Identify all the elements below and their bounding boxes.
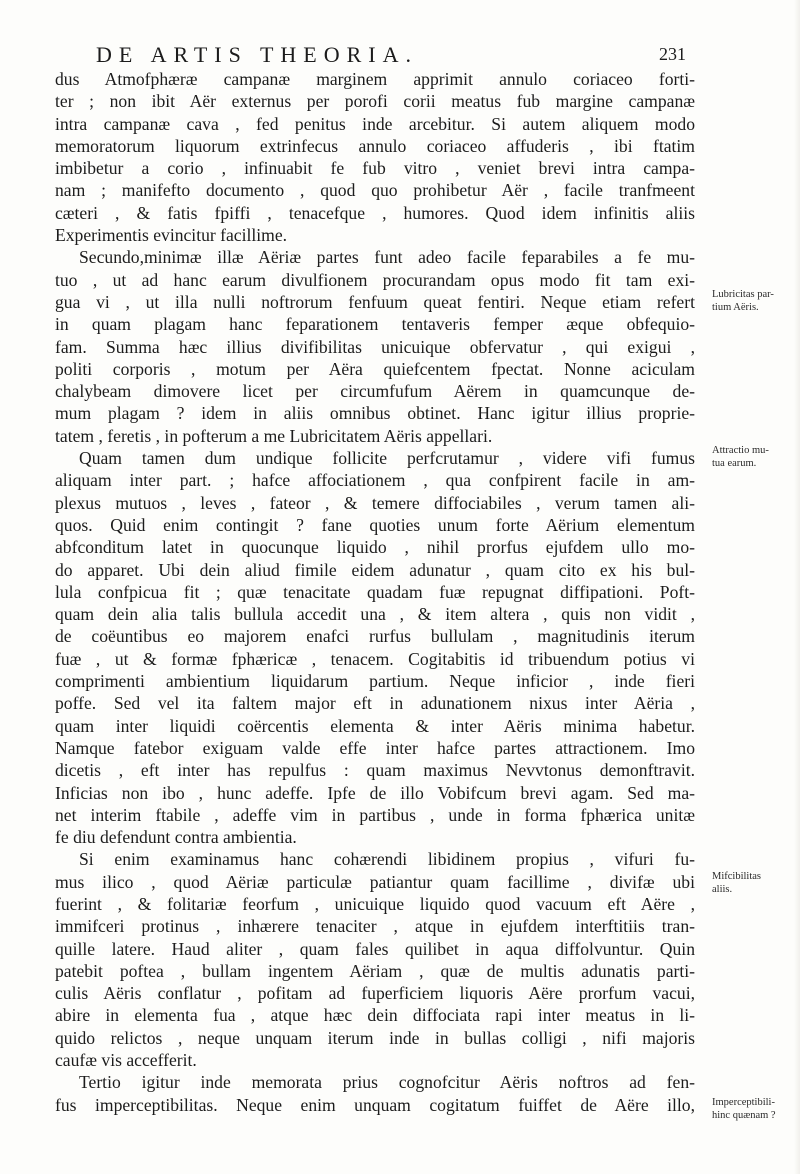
text-line: quos. Quid enim contingit ? fane quoties unum forte Aërium elementum — [55, 514, 695, 535]
text-line: fe diu defendunt contra ambientia. — [55, 827, 297, 848]
text-line: chalybeam dimovere licet per circumfufum Aërem in quamcunque de- — [55, 381, 695, 402]
margin-note-lubricitas — [712, 288, 798, 314]
text-line: fuæ , ut & formæ fphæricæ , tenacem. Cogitabitis id tribuendum potius vi — [55, 648, 695, 669]
body-text — [55, 68, 695, 1116]
text-line: Namque fatebor exiguam valde effe inter hafce partes attractionem. Imo — [55, 737, 695, 758]
text-line: quam inter liquidi coërcentis elementa & inter Aëris minima habetur. — [55, 715, 695, 736]
text-line: dicetis , eft inter has repulfus : quam maximus Nevvtonus demonftravit. — [55, 760, 695, 781]
text-line: Quam tamen dum undique follicite perfcrutamur , videre vifi fumus — [79, 448, 695, 469]
text-line: plexus mutuos , leves , fateor , & temere diffociabiles , verum tamen ali- — [55, 492, 695, 513]
text-line: comprimenti ambientium liquidarum partium. Neque inficior , inde fieri — [55, 671, 695, 692]
text-line: Inficias non ibo , hunc adeffe. Ipfe de illo Vobifcum brevi agam. Sed ma- — [55, 782, 695, 803]
margin-note-line: hinc quænam ? — [712, 1110, 776, 1121]
page-edge-shadow — [794, 0, 800, 1174]
margin-note-miscibilitas — [712, 870, 798, 896]
text-line: politi corporis , motum per Aëra quiefcentem fpectat. Nonne aciculam — [55, 358, 695, 379]
text-line: Secundo,minimæ illæ Aëriæ partes funt adeo facile feparabiles a fe mu- — [79, 247, 695, 268]
margin-note-line: aliis. — [712, 884, 733, 895]
text-line: memoratorum liquorum extrinfecus annulo coriaceo affuderis , ibi ftatim — [55, 135, 695, 156]
text-line: poffe. Sed vel ita faltem major eft in adunationem nixus inter Aëria , — [55, 693, 695, 714]
text-line: Experimentis evincitur facillime. — [55, 225, 288, 246]
text-line: do apparet. Ubi dein aliud fimile eidem adunatur , quam cito ex his bul- — [55, 559, 695, 580]
text-line: patebit poftea , bullam ingentem Aëriam , quæ de multis adunatis parti- — [55, 960, 695, 981]
text-line: ter ; non ibit Aër externus per porofi corii meatus fub margine campanæ — [55, 91, 695, 112]
text-line: fuerint , & folitariæ feorfum , unicuique liquido quod vacuum eft Aëre , — [55, 893, 695, 914]
running-head — [96, 42, 686, 70]
text-line: quido relictos , neque unquam iterum inde in bullas colligi , nifi majoris — [55, 1027, 695, 1048]
margin-note-line: Mifcibilitas — [712, 871, 761, 882]
text-line: fam. Summa hæc illius divifibilitas unicuique obfervatur , qui exigui , — [55, 336, 695, 357]
margin-note-attractio — [712, 444, 798, 470]
margin-note-line: tua earum. — [712, 458, 757, 469]
text-line: caufæ vis accefferit. — [55, 1050, 197, 1071]
text-line: gua vi , ut illa nulli noftrorum fenfuum queat fentiri. Neque etiam refert — [55, 291, 695, 312]
margin-note-line: Attractio mu- — [712, 445, 769, 456]
margin-note-line: Lubricitas par- — [712, 289, 774, 300]
text-line: culis Aëris conflatur , pofitam ad fuperficiem liquoris Aëre prorfum vacui, — [55, 983, 695, 1004]
text-line: abfconditum latet in quocunque liquido , nihil prorfus ejufdem ullo mo- — [55, 537, 695, 558]
text-line: abire in elementa fua , atque hæc dein diffociata rapi inter meatus in li- — [55, 1005, 695, 1026]
text-line: lula confpicua fit ; quæ tenacitate quadam fuæ repugnat diffipationi. Poft- — [55, 581, 695, 602]
text-line: de coëuntibus eo majorem enafci rurfus bullulam , magnitudinis iterum — [55, 626, 695, 647]
text-line: quille latere. Haud aliter , quam fales quilibet in aqua diffolvuntur. Quin — [55, 938, 695, 959]
text-line: fus imperceptibilitas. Neque enim unquam cogitatum fuiffet de Aëre illo, — [55, 1094, 695, 1115]
text-line: intra campanæ cava , fed penitus inde arcebitur. Si autem aliquem modo — [55, 113, 695, 134]
margin-note-imperceptibilitas — [712, 1096, 798, 1122]
text-line: dus Atmofphæræ campanæ marginem apprimit annulo coriaceo forti- — [55, 69, 695, 89]
running-title: DE ARTIS THEORIA. — [96, 42, 418, 67]
text-line: Si enim examinamus hanc cohærendi libidinem propius , vifuri fu- — [79, 849, 695, 870]
text-line: tuo , ut ad hanc earum divulfionem procurandam opus modo fit tam exi- — [55, 269, 695, 290]
text-line: quam dein alia talis bullula accedit una , & item altera , quis non vidit , — [55, 604, 695, 625]
text-line: Tertio igitur inde memorata prius cognofcitur Aëris noftros ad fen- — [79, 1072, 695, 1093]
text-line: mum plagam ? idem in aliis omnibus obtinet. Hanc igitur illius proprie- — [55, 403, 695, 424]
margin-note-line: tium Aëris. — [712, 302, 759, 313]
text-line: tatem , feretis , in pofterum a me Lubricitatem Aëris appellari. — [55, 425, 493, 446]
text-line: mus ilico , quod Aëriæ particulæ patiantur quam facillime , divifæ ubi — [55, 871, 695, 892]
text-line: aliquam inter part. ; hafce affociationem , qua confpirent facile in am- — [55, 470, 695, 491]
text-line: nam ; manifefto documento , quod quo prohibetur Aër , facile tranfmeent — [55, 180, 695, 201]
text-line: cæteri , & fatis fpiffi , tenacefque , humores. Quod idem infinitis aliis — [55, 202, 695, 223]
page-number: 231 — [659, 44, 686, 64]
margin-note-line: Imperceptibili- — [712, 1097, 775, 1108]
text-line: immifceri protinus , inhærere tenaciter , atque in ejufdem interftitiis tran- — [55, 916, 695, 937]
text-line: imbibetur a corio , infinuabit fe fub vitro , veniet brevi intra campa- — [55, 158, 695, 179]
text-line: in quam plagam hanc feparationem tentaveris femper æque obfequio- — [55, 314, 695, 335]
text-line: net interim ftabile , adeffe vim in partibus , unde in forma fphærica unitæ — [55, 804, 695, 825]
